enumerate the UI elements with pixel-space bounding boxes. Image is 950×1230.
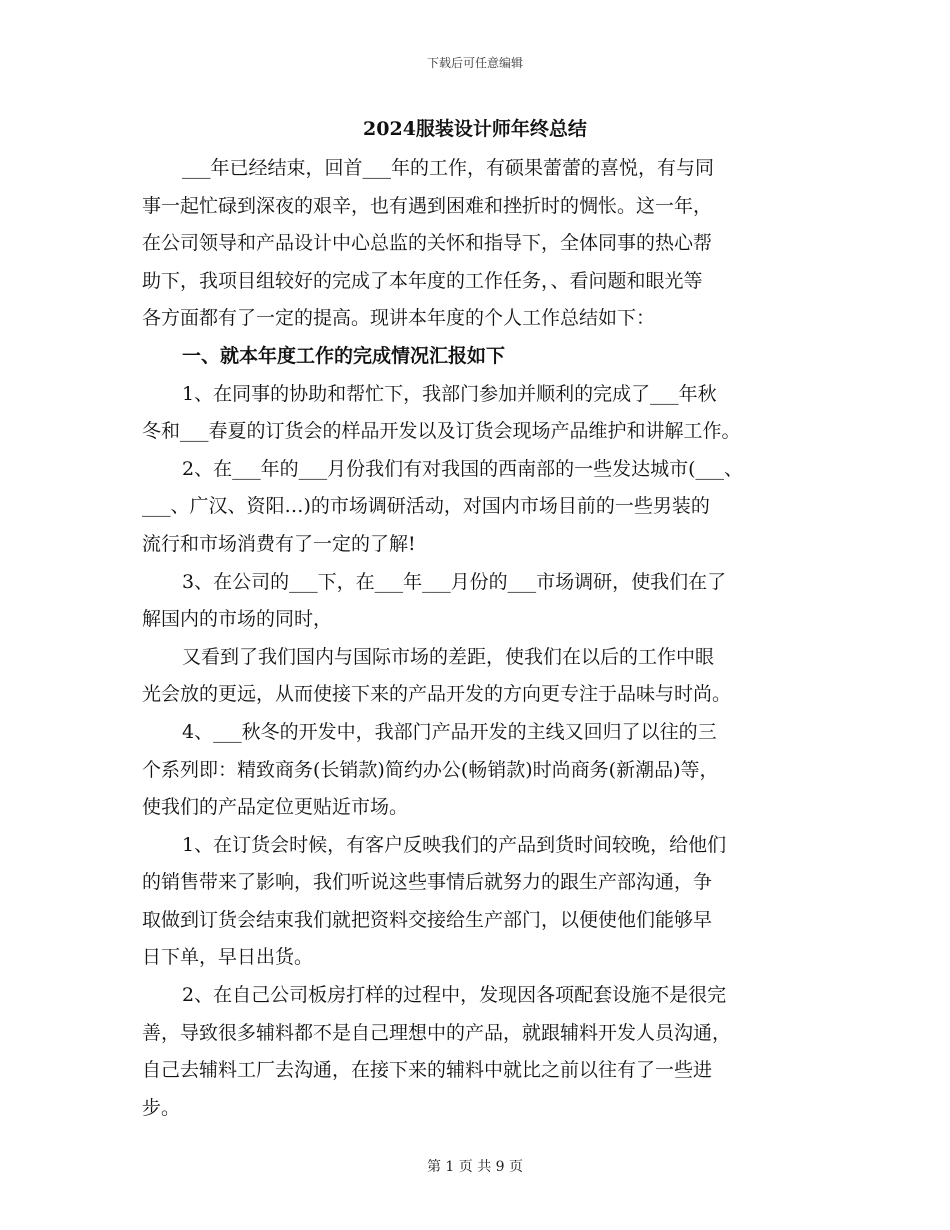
paragraph-line: 1、在订货会时候，有客户反映我们的产品到货时间较晚，给他们 <box>182 833 727 856</box>
paragraph-line: 流行和市场消费有了一定的了解! <box>142 532 416 555</box>
document-body <box>142 150 822 1127</box>
paragraph-line: 2、在___年的___月份我们有对我国的西南部的一些发达城市(___、 <box>182 457 744 480</box>
paragraph-line: 又看到了我们国内与国际市场的差距，使我们在以后的工作中眼 <box>182 645 715 668</box>
paragraph-line: ___年已经结束，回首___年的工作，有硕果蕾蕾的喜悦，有与同 <box>182 157 715 179</box>
paragraph-line: 使我们的产品定位更贴近市场。 <box>142 796 409 819</box>
document-title: 2024服装设计师年终总结 <box>363 118 587 140</box>
paragraph-line: 各方面都有了一定的提高。现讲本年度的个人工作总结如下： <box>142 307 656 330</box>
paragraph-line: 2、在自己公司板房打样的过程中，发现因各项配套设施不是很完 <box>182 984 727 1007</box>
section-heading: 一、就本年度工作的完成情况汇报如下 <box>182 344 506 367</box>
paragraph-line: 4、___秋冬的开发中，我部门产品开发的主线又回归了以往的三 <box>182 720 717 743</box>
paragraph-line: ___、广汉、资阳…)的市场调研活动，对国内市场目前的一些男装的 <box>142 495 710 518</box>
paragraph-line: 取做到订货会结束我们就把资料交接给生产部门，以便使他们能够早 <box>142 908 713 931</box>
paragraph-line: 1、在同事的协助和帮忙下，我部门参加并顺利的完成了___年秋 <box>182 382 717 405</box>
paragraph-line: 冬和___春夏的订货会的样品开发以及订货会现场产品维护和讲解工作。 <box>142 420 741 443</box>
paragraph-line: 3、在公司的___下，在___年___月份的___市场调研，使我们在了 <box>182 570 727 593</box>
paragraph-line: 助下，我项目组较好的完成了本年度的工作任务，、看问题和眼光等 <box>142 269 703 292</box>
paragraph-line: 步。 <box>142 1096 181 1119</box>
paragraph-line: 个系列即：精致商务(长销款)简约办公(畅销款)时尚商务(新潮品)等， <box>142 758 719 781</box>
paragraph-line: 自己去辅料工厂去沟通，在接下来的辅料中就比之前以往有了一些进 <box>142 1059 713 1082</box>
header-note: 下载后可任意编辑 <box>426 56 523 70</box>
paragraph-line: 善，导致很多辅料都不是自己理想中的产品，就跟辅料开发人员沟通， <box>142 1021 732 1044</box>
page-footer: 第 1 页 共 9 页 <box>426 1159 524 1175</box>
paragraph-line: 的销售带来了影响，我们听说这些事情后就努力的跟生产部沟通，争 <box>142 871 713 894</box>
paragraph-line: 解国内的市场的同时， <box>142 608 333 631</box>
paragraph-line: 在公司领导和产品设计中心总监的关怀和指导下，全体同事的热心帮 <box>142 232 713 255</box>
paragraph-line: 事一起忙碌到深夜的艰辛，也有遇到困难和挫折时的惆怅。这一年， <box>142 194 713 217</box>
paragraph-line: 日下单，早日出货。 <box>142 946 314 969</box>
paragraph-line: 光会放的更远，从而使接下来的产品开发的方向更专注于品味与时尚。 <box>142 683 732 706</box>
